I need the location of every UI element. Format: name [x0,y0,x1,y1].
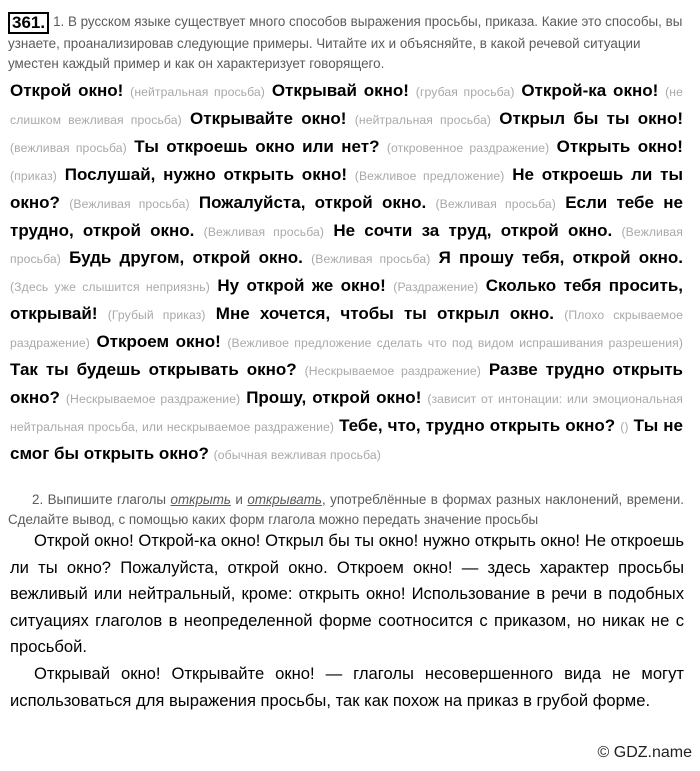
example-note: (Раздражение) [393,280,479,295]
example-sentence: Разве трудно открыть окно? [10,360,684,407]
example-sentence: Не откроешь ли ты окно? [10,164,683,212]
example-note: (Здесь уже слышится неприязнь) [10,280,210,295]
answer-paragraph-1: Открой окно! Открой-ка окно! Открыл бы ты окно! нужно открыть окно! Не откроешь ли ты окно? Пожалуйста, открой окно. Откроем окно! — здесь характер просьбы вежливый или нейтральный, кроме: открыть окно! Использование в речи в подобных ситуациях глаголов в неопределенной форме соотносится с приказом, но никак не с просьбой. [10,531,684,657]
example-sentence: Открой окно! [10,81,124,100]
example-note: (Плохо скрываемое раздражение) [10,308,683,351]
example-note: (приказ) [10,168,57,183]
answer-paragraph-2: Открывай окно! Открывайте окно! — глаголы несовершенного вида не могут использоваться для выражения просьбы, так как похож на приказ в грубой форме. [10,663,684,710]
example-note: (Вежливая просьба) [435,196,556,211]
example-note: (вежливая просьба) [10,140,127,155]
example-note: (Вежливая просьба) [69,196,190,211]
example-sentence: Сколько тебя просить, открывай! [10,276,684,324]
example-note: (нейтральная просьба) [130,85,265,99]
question-1-text: 1. В русском языке существует много способов выражения просьбы, приказа. Какие это способы, вы узнаете, проанализировав следующие примеры. Читайте их и объясняйте, в какой речевой ситуации уместен каждый пример и как он характеризует говорящего. [8,14,683,71]
example-sentence: Не сочти за труд, открой окно. [333,220,613,240]
example-sentence: Ты откроешь окно или нет? [134,136,380,156]
example-sentence: Открывай окно! [271,81,409,100]
example-sentence: Ты не смог бы открыть окно? [10,415,684,463]
example-sentence: Открой-ка окно! [521,81,659,100]
example-sentence: Я прошу тебя, открой окно. [438,248,683,268]
example-note: (обычная вежливая просьба) [213,447,381,462]
example-note: (нейтральная просьба) [354,112,491,127]
example-sentence: Мне хочется, чтобы ты открыл окно. [215,304,554,324]
example-note: (Нескрываемое раздражение) [65,391,241,406]
example-note: (откровенное раздражение) [386,140,550,155]
example-sentence: Пожалуйста, открой окно. [198,192,427,212]
example-sentence: Открыть окно! [556,136,683,156]
example-note: (не слишком вежливая просьба) [10,85,683,127]
example-note: (Вежливая просьба) [203,224,325,239]
example-note: (Вежливое предложение сделать что под видом испрашивания разрешения) [227,336,683,351]
example-sentence: Открыл бы ты окно! [499,108,683,128]
example-sentence: Ну открой же окно! [217,276,386,296]
example-note: (Вежливое предложение) [354,168,505,183]
question-2-prefix: 2. Выпишите глаголы [32,492,167,507]
example-sentence: Откроем окно! [96,332,221,352]
example-sentence: Прошу, открой окно! [246,387,422,407]
examples-block [10,78,683,469]
example-sentence: Так ты будешь открывать окно? [10,360,297,380]
question-2-suffix: , употреблённые в формах разных наклонений, времени. Сделайте вывод, с помощью каких форм глагола можно передать значение просьбы [8,492,684,527]
task-question-1 [8,12,684,73]
exercise-number: 361. [8,12,49,34]
watermark: © GDZ.name [597,744,692,761]
example-note: () [620,419,629,434]
example-note: (зависит от интонации: или эмоциональная нейтральная просьба, или нескрываемое раздражение) [10,391,684,434]
example-sentence: Открывайте окно! [190,108,347,128]
verb-open-perfective: открыть [170,492,231,507]
example-sentence: Тебе, что, трудно открыть окно? [339,415,616,435]
task-question-2 [8,490,684,530]
question-2-and: и [235,492,243,507]
example-sentence: Послушай, нужно открыть окно! [64,164,348,184]
example-sentence: Если тебе не трудно, открой окно. [10,192,683,240]
example-note: (Нескрываемое раздражение) [304,364,481,379]
verb-open-imperfective: открывать [247,492,322,507]
example-note: (Вежливая просьба) [311,252,431,267]
example-sentence: Будь другом, открой окно. [69,248,303,268]
example-note: (Вежливая просьба) [10,224,683,267]
answer-block [10,528,684,714]
example-note: (Грубый приказ) [107,308,206,323]
example-note: (грубая просьба) [415,85,515,99]
